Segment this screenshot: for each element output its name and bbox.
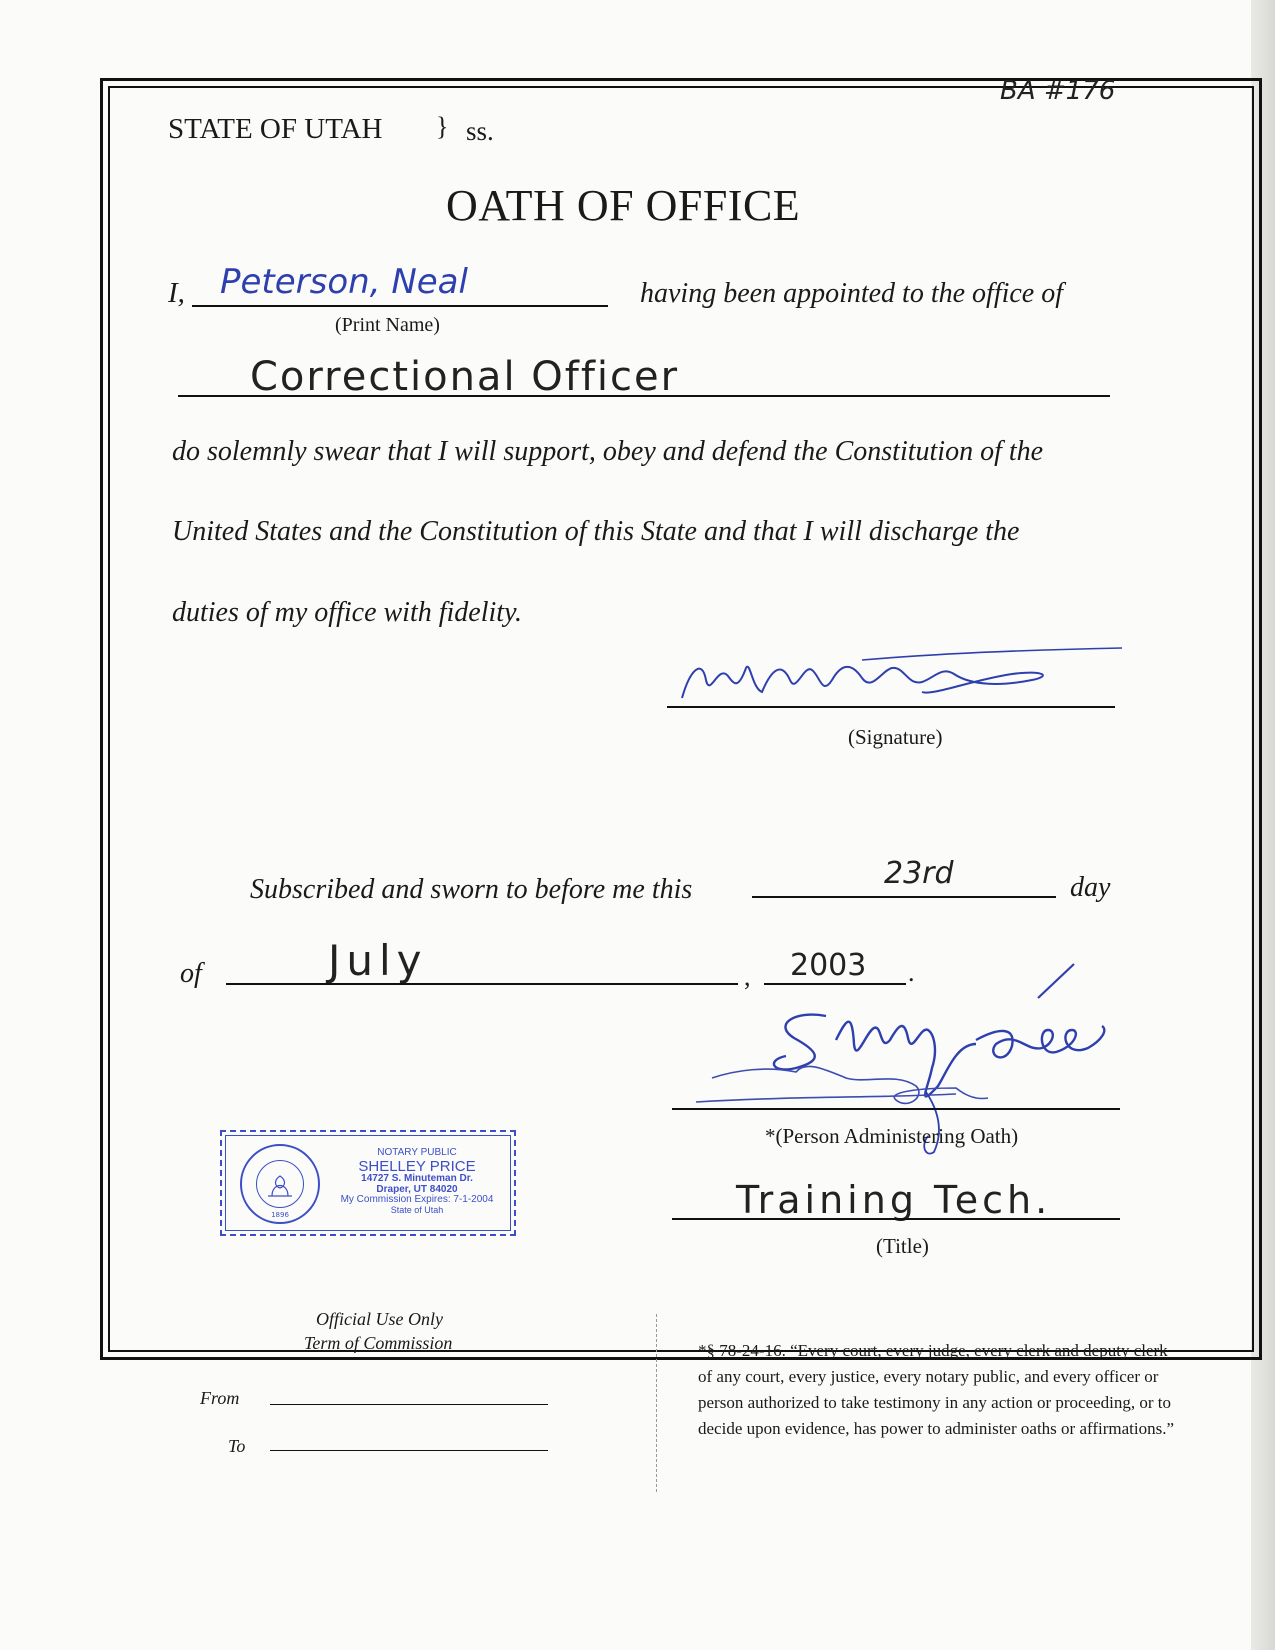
to-label: To [228, 1436, 246, 1456]
seal-line-4: Draper, UT 84020 [376, 1183, 458, 1195]
title-value: Training Tech. [736, 1178, 1052, 1222]
officer-signature [672, 640, 1132, 710]
signature-label: (Signature) [848, 725, 943, 749]
year-value: 2003 [790, 948, 867, 983]
official-use-heading: Official Use Only [316, 1309, 443, 1329]
print-name-value: Peterson, Neal [220, 262, 468, 302]
file-mark: BA #176 [1000, 76, 1116, 106]
venue-brace: } [436, 112, 449, 141]
oath-body-line-1: do solemnly swear that I will support, obey and defend the Constitution of the [172, 436, 1044, 467]
venue-state: STATE OF UTAH [168, 113, 383, 145]
page-title: OATH OF OFFICE [446, 181, 801, 230]
venue-ss: ss. [466, 116, 494, 146]
state-seal-emblem [240, 1144, 320, 1224]
statute-text: *§ 78-24-16. “Every court, every judge, every clerk and deputy clerk of any court, every justice, every notary public, and every officer or person authorized to take testimony in any action or proceeding, or to decide upon evidence, has power to administer oaths or affirmations.” [698, 1341, 1175, 1438]
day-label: day [1070, 872, 1111, 903]
seal-line-1: NOTARY PUBLIC [377, 1147, 457, 1158]
office-value: Correctional Officer [250, 354, 680, 400]
to-line [270, 1450, 548, 1451]
seal-line-6: State of Utah [390, 1204, 444, 1215]
sworn-text: Subscribed and sworn to before me this [250, 874, 693, 905]
print-name-label: (Print Name) [335, 314, 440, 336]
seal-line-5: My Commission Expires: 7-1-2004 [340, 1194, 494, 1206]
from-label: From [200, 1388, 240, 1408]
seal-line-3: 14727 S. Minuteman Dr. [361, 1173, 473, 1185]
seal-year: 1896 [271, 1211, 289, 1219]
section-divider [656, 1314, 657, 1492]
signature-line [667, 706, 1115, 708]
office-line [178, 395, 1110, 397]
appointed-text: having been appointed to the office of [640, 278, 1064, 309]
oath-prefix: I, [168, 277, 185, 309]
of-label: of [180, 958, 202, 989]
from-line [270, 1404, 548, 1405]
title-label: (Title) [876, 1234, 929, 1258]
seal-line-2: SHELLEY PRICE [358, 1157, 476, 1175]
notary-seal-stamp [220, 1130, 516, 1236]
administering-line [672, 1108, 1120, 1110]
day-value: 23rd [884, 856, 954, 891]
day-line [752, 896, 1056, 898]
administering-label: *(Person Administering Oath) [765, 1124, 1019, 1148]
date-comma: , [744, 962, 751, 991]
date-period: . [908, 958, 915, 987]
oath-body-line-2: United States and the Constitution of this State and that I will discharge the [172, 516, 1020, 547]
month-line [226, 983, 738, 985]
print-name-line [192, 305, 608, 307]
title-line [672, 1218, 1120, 1220]
oath-body-line-3: duties of my office with fidelity. [172, 597, 522, 628]
term-heading: Term of Commission [304, 1333, 453, 1353]
month-value: July [328, 936, 428, 985]
